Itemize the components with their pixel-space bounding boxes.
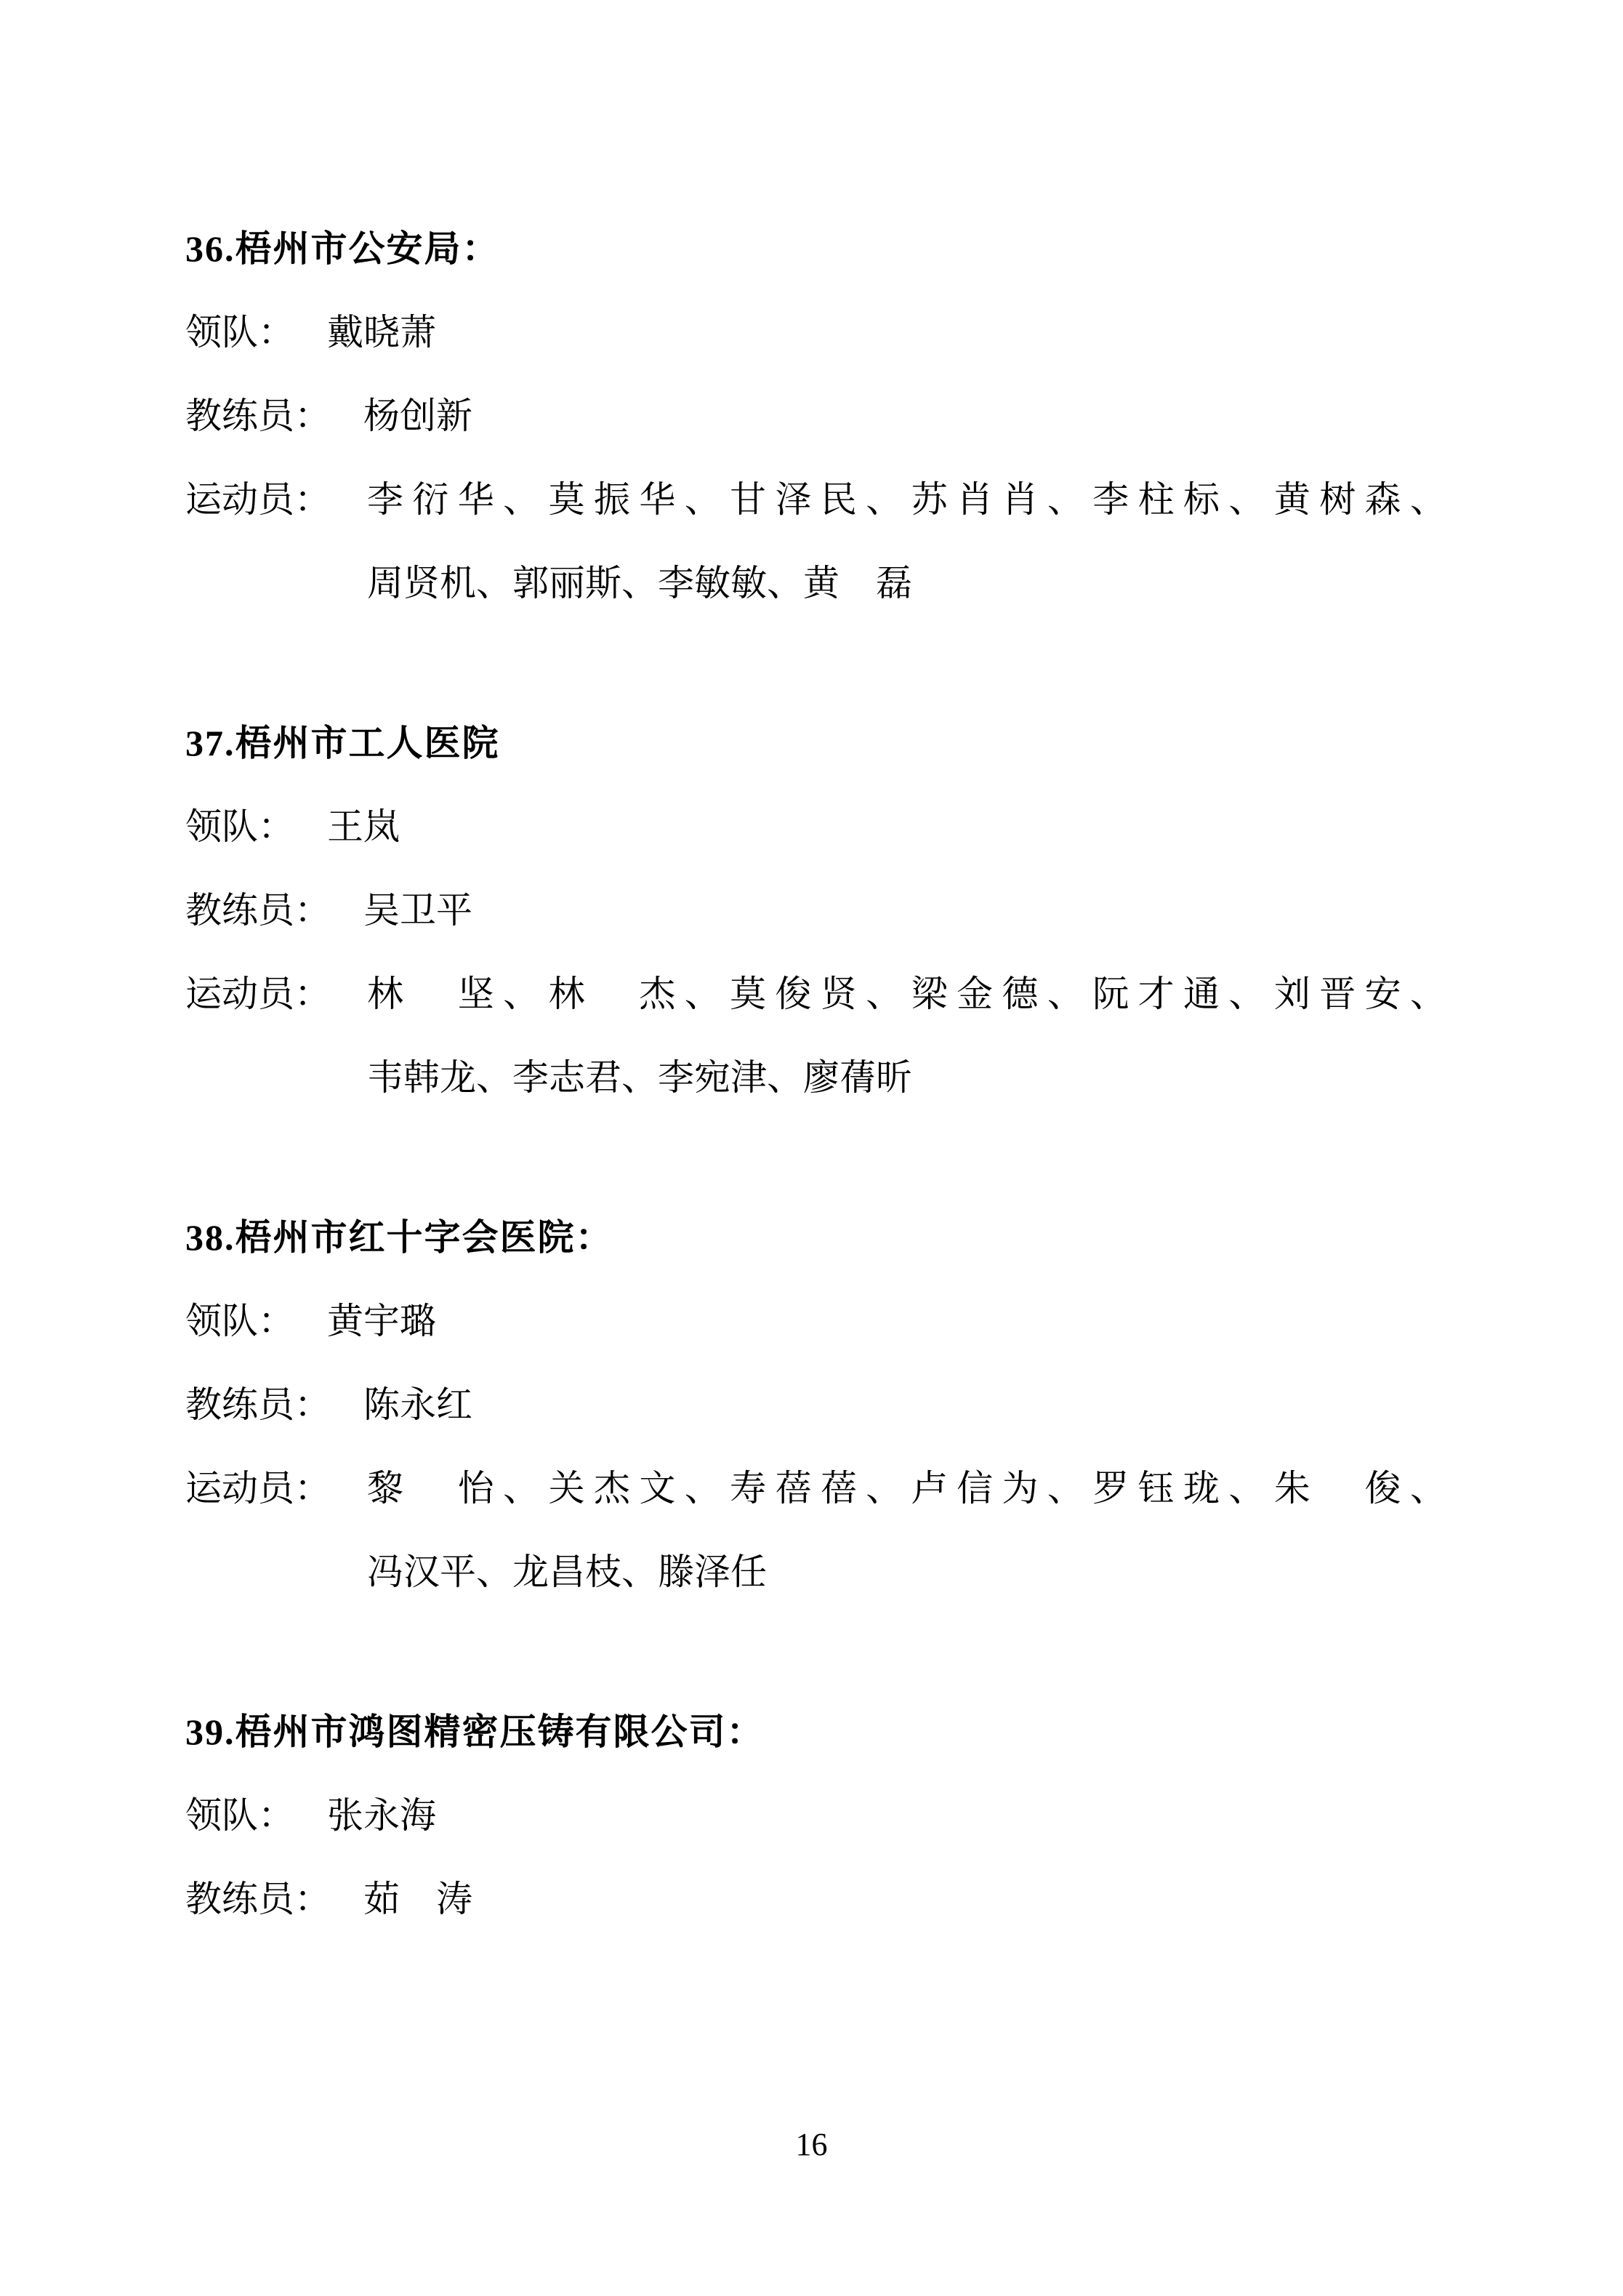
coach-name: 茹 涛 [363,1879,472,1919]
athlete-names-line: 林 坚、林 杰、莫俊贤、梁金德、阮才通、刘晋安、 [367,974,1446,1014]
coach-label: 教练员： [185,890,331,931]
athlete-names [367,458,1446,625]
athlete-names-line: 周贤机、郭丽斯、李敏敏、黄 磊 [367,563,912,603]
section-37-coach-line [185,869,1446,952]
section-36 [185,207,1446,625]
section-38-heading: 38.梧州市红十字会医院： [185,1217,613,1258]
section-39-leader-line [185,1774,1446,1858]
athlete-names-line: 冯汉平、龙昌枝、滕泽任 [367,1552,767,1592]
section-39-coach-line [185,1858,1446,1941]
section-37 [185,702,1446,1120]
leader-label: 领队： [185,312,294,353]
leader-label: 领队： [185,806,294,847]
athlete-names-line: 黎 怡、关杰文、寿蓓蓓、卢信为、罗钰珑、朱 俊、 [367,1468,1446,1509]
section-36-leader-line [185,291,1446,374]
athlete-names-line: 韦韩龙、李志君、李宛津、廖蒨昕 [367,1057,912,1098]
section-36-coach-line [185,374,1446,458]
section-36-athletes [185,458,1446,625]
coach-label: 教练员： [185,396,331,436]
section-37-heading: 37.梧州市工人医院 [185,723,500,763]
page-number: 16 [795,2127,828,2162]
section-38-leader-line [185,1280,1446,1363]
section-38-athletes [185,1447,1446,1614]
leader-name: 戴晓萧 [327,312,436,353]
section-36-heading: 36.梧州市公安局： [185,228,500,269]
coach-name: 吴卫平 [363,890,472,931]
section-39 [185,1690,1446,1941]
section-37-athletes [185,952,1446,1120]
athlete-names-line: 李衍华、莫振华、甘泽民、苏肖肖、李柱标、黄树森、 [367,479,1446,520]
leader-name: 张永海 [327,1795,436,1836]
coach-name: 杨创新 [363,396,472,436]
leader-label: 领队： [185,1301,294,1341]
section-37-leader-line [185,785,1446,869]
section-38-coach-line [185,1363,1446,1447]
leader-name: 黄宇璐 [327,1301,436,1341]
athlete-names [367,952,1446,1120]
coach-label: 教练员： [185,1879,331,1919]
page-content [185,207,1446,1941]
athletes-label: 运动员： [185,974,331,1014]
section-38 [185,1196,1446,1614]
coach-label: 教练员： [185,1384,331,1425]
section-39-heading: 39.梧州市鸿图精密压铸有限公司： [185,1711,765,1752]
athletes-label: 运动员： [185,1468,331,1509]
athlete-names [367,1447,1446,1614]
athletes-label: 运动员： [185,479,331,520]
coach-name: 陈永红 [363,1384,472,1425]
leader-label: 领队： [185,1795,294,1836]
leader-name: 王岚 [327,806,400,847]
